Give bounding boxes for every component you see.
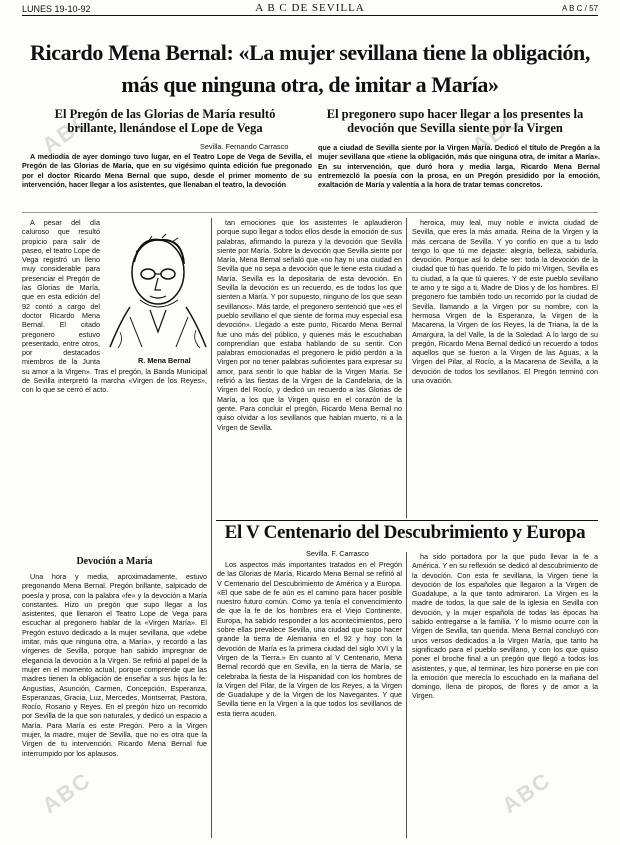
column-1-bottom: [22, 572, 207, 840]
headline-line-1: Ricardo Mena Bernal: «La mujer sevillana tiene la obligación,: [30, 40, 590, 65]
column-text: A pesar del día caluroso que resultó propicio para salir de paseo, el teatro Lope de Vega registró un lleno muy considerable para presenciar el Pregón de las Glorias de María, que en esta edición del 92 contó a cargo del doctor Ricardo Mena Bernal. El citado pregonero estuvo presentado, entre otros, por destacados miembros de la Junta: [22, 218, 100, 367]
section-title: A B C DE SEVILLA: [255, 2, 365, 14]
column-1-top: [22, 218, 100, 368]
portrait-illustration: [100, 222, 210, 352]
lead-text: A mediodía de ayer domingo tuvo lugar, en el Teatro Lope de Vega de Sevilla, el Pregón de las Glorias de María, que en su vigésimo quinta edición fue pregonado por el doctor Ricardo Mena Bernal que supo, desde el primer momento de su intervención, hacer llegar a los asistentes, que llenaban el teatro, la devoción: [22, 152, 312, 189]
byline: Sevilla. Fernando Carrasco: [200, 142, 289, 151]
section2-column-3: [412, 552, 598, 840]
archive-watermark: ABC: [467, 106, 526, 159]
column-text: heroica, muy leal, muy noble e invicta ciudad de Sevilla, que eres la más amada. Reina de la Virgen y la más cercana de Sevilla. Y yo confío en que a tu lado tengo lo que tú me dejaste: alegría, belleza, sabiduría, devoción. Porque así lo debe ser: toda la devoción de la ciudad que tú has querido. Te lo pido mi Virgen, Sevilla es tu ciudad, a la que tú quieres. Y de este pueblo sevillano te amo y te sigo a ti, Madre de Dios y de los hombres. El pregonero fue también todo un recorrido por la ciudad de Sevilla, llamando a la Virgen por su nombre, con la hermosa Virgen de la Esperanza, la Virgen de la Macarena, la Virgen de los Reyes, la de Triana, la de la Amargura, la del Valle, la de la Soledad. A lo largo de su pregón, Ricardo Mena Bernal dedicó un recuerdo a todos aquellos que se fueron a la Virgen de las Aguas, a la Virgen del Pilar, al Rocío, a la Macarena de Sevilla, a la devoción de todos los sevillanos. El Pregón terminó con una ovación.: [412, 218, 598, 386]
deck-right: El pregonero supo hacer llegar a los presentes la devoción que Sevilla siente por la Virgen: [326, 107, 584, 135]
lead-text: que a ciudad de Sevilla siente por la Virgen María. Dedicó el título de Pregón a la mujer sevillana que «tiene la obligación, más que ninguna otra, de imitar a María». En su intervención, que duró hora y media larga, Ricardo Mena Bernal entremezcló la poesía con la prosa, en un Pregón presidido por la emoción, exaltación de María y valentía a la hora de tratar temas concretos.: [318, 143, 600, 190]
lead-paragraph-left: [22, 152, 312, 208]
section2-column-2: [217, 560, 402, 840]
headline-line-2: más que ninguna otra, de imitar a María»: [121, 72, 499, 97]
column-3: [412, 218, 598, 518]
column-text: Una hora y media, aproximadamente, estuvo pregonando Mena Bernal. Pregón brillante, salpicado de poesía y prosa, con la palabra «fe» y la devoción a María constantes. Hizo un pregón que supo llegar a los asistentes, que llenaron el Teatro Lope de Vega para escuchar al pregonero hablar de la «Virgen María». El Pregón estuvo dedicado a la mujer sevillana, que «debe imitar, más que ninguna otra, a María», y recordó a las vírgenes de Sevilla, porque han sabido impregnar de elegancia la devoción a la Virgen. Se refirió al papel de la mujer en el momento actual, porque comprende que las madres tienen la obligación de enseñar a sus hijos la fe: Angustias, Asunción, Carmen, Concepción, Esperanza, Esperanzas, Gracia, Luz, Mercedes, Montserrat, Pastora, Rocío, Rosario y Reyes. En el pregón hizo un recorrido por Sevilla de la que son naturales, y dedicó un espacio a María. Para María es este Pregón. Pero a la Virgen mujer, la madre, mujer de Sevilla, que no es otra que la Virgen de tu intervención. Ricardo Mena Bernal fue interrumpido por los aplausos.: [22, 572, 207, 758]
subhead-devocion: Devoción a María: [76, 556, 153, 567]
lead-paragraph-right: [318, 143, 600, 208]
header-rule: [22, 15, 598, 16]
deck-left: El Pregón de las Glorias de María resultó brillante, llenándose el Lope de Vega: [54, 107, 276, 135]
column-divider: [406, 552, 407, 838]
page-folio: A B C / 57: [561, 4, 598, 13]
second-byline: Sevilla. F. Carrasco: [306, 549, 369, 558]
column-divider: [406, 218, 407, 518]
column-text: tan emociones que los asistentes le aplaudieron porque supo llegar a todos ellos desde la emoción de sus palabras, afirmando la pureza y la devoción que Sevilla siente por María. Sobre la devoción que Sevilla siente por María, Mena Bernal señaló que «no hay ni una ciudad en Sevilla que no sepa a devoción que le tiene esta ciudad a María. Sevilla es la depositaria de esta devoción. En Sevilla la devoción es un recuerdo, es de todos los que sienten a María. Y por supuesto, ninguno de los que sean sevillanos». Más tarde, el pregonero sentenció que «es el pueblo sevillano el que siente de forma muy especial esa devoción». Llegado a este punto, Ricardo Mena Bernal fue uno más del público, y quienes más le escuchaban comprendían que estaba hablando de su sentir. Con palabras emocionadas el pregonero le pidió perdón a la Virgen por no tener palabras suficientes para expresar su amor, para sentir lo que hablar de la Virgen María. Se refirió a las fiestas de la Virgen de la Candelaria, de la Virgen del Rocío, y dedicó un recuerdo a las Glorias de María, a los que la Virgen quiso en el corazón de la gente. Para concluir el pregón, Ricardo Mena Bernal no quiso olvidar a los sevillanos que habían muerto, ni a la Virgen de Sevilla.: [217, 218, 402, 432]
column-2: [217, 218, 402, 518]
second-headline: El V Centenario del Descubrimiento y Europa: [224, 522, 586, 543]
section-rule: [216, 520, 598, 521]
column-text: ha sido portadora por la que pudo llevar la fe a América. Y en su reflexión se dedicó al descubrimiento de la devoción. Con esta fe sevillana, la Virgen tiene la devoción de los españoles que llegaron a la Virgen de Guadalupe, a la que tanto admiraron. La Virgen es la madre de todos, la que sale de la iglesia en Sevilla con devoción, y la mujer española de todas las épocas ha sabido entregarse a la familia. Y lo mismo ocurre con la Virgen de Sevilla, tan querida. Mena Bernal concluyó con unos versos dedicados a la Virgen María, que tanto ha significado para el pueblo sevillano, y con los que quiso poner el broche final a un pregón que llegó a todos los asistentes, y que, al terminar, les hizo ponerse en pie con la emoción que merecía lo escuchado en la mañana del domingo, llena de piropos, de flores y de amor a la Virgen.: [412, 552, 598, 701]
issue-date: LUNES 19-10-92: [22, 4, 91, 14]
lead-rule: [22, 212, 598, 213]
archive-watermark: ABC: [37, 766, 96, 819]
column-1-lower: [22, 368, 207, 543]
archive-watermark: ABC: [37, 106, 96, 159]
photo-caption: R. Mena Bernal: [138, 356, 191, 365]
column-text: Los aspectos más importantes tratados en el Pregón de las Glorias de María, Ricardo Mena Bernal se refirió al V Centenario del Descubrimiento de América y a Europa. «El que sabe de fe aún es el camino para hacer posible nuestro futuro común. Como ya tenía el convencimiento de que la fe de los hombres era el Viejo Continente, Europa, ha sabido responder a los acontecimientos, pero sobre ellas prevalece Sevilla, una ciudad que supo hacer grande la tierra de Alemania en el 92 y hoy con la devoción de María es la primera ciudad del siglo XVI y la Virgen de la Tierra.» En cuanto al V Centenario, Mena Bernal recordó que en Sevilla, en la tierra de María, se celebraba la fiesta de la Hispanidad con los hombres de la Virgen del Pilar, de la Virgen de los Reyes, a la Virgen de Guadalupe y de la Virgen de los Navegantes. Y que Sevilla tiene en la Virgen a la que todos los sevillanos de esta tierra acuden.: [217, 560, 402, 718]
column-text: su amor a la Virgen». Tras el pregón, la Banda Municipal de Sevilla interpretó la marcha «Virgen de los Reyes», con lo que se cerró el acto.: [22, 368, 207, 395]
archive-watermark: ABC: [497, 766, 556, 819]
